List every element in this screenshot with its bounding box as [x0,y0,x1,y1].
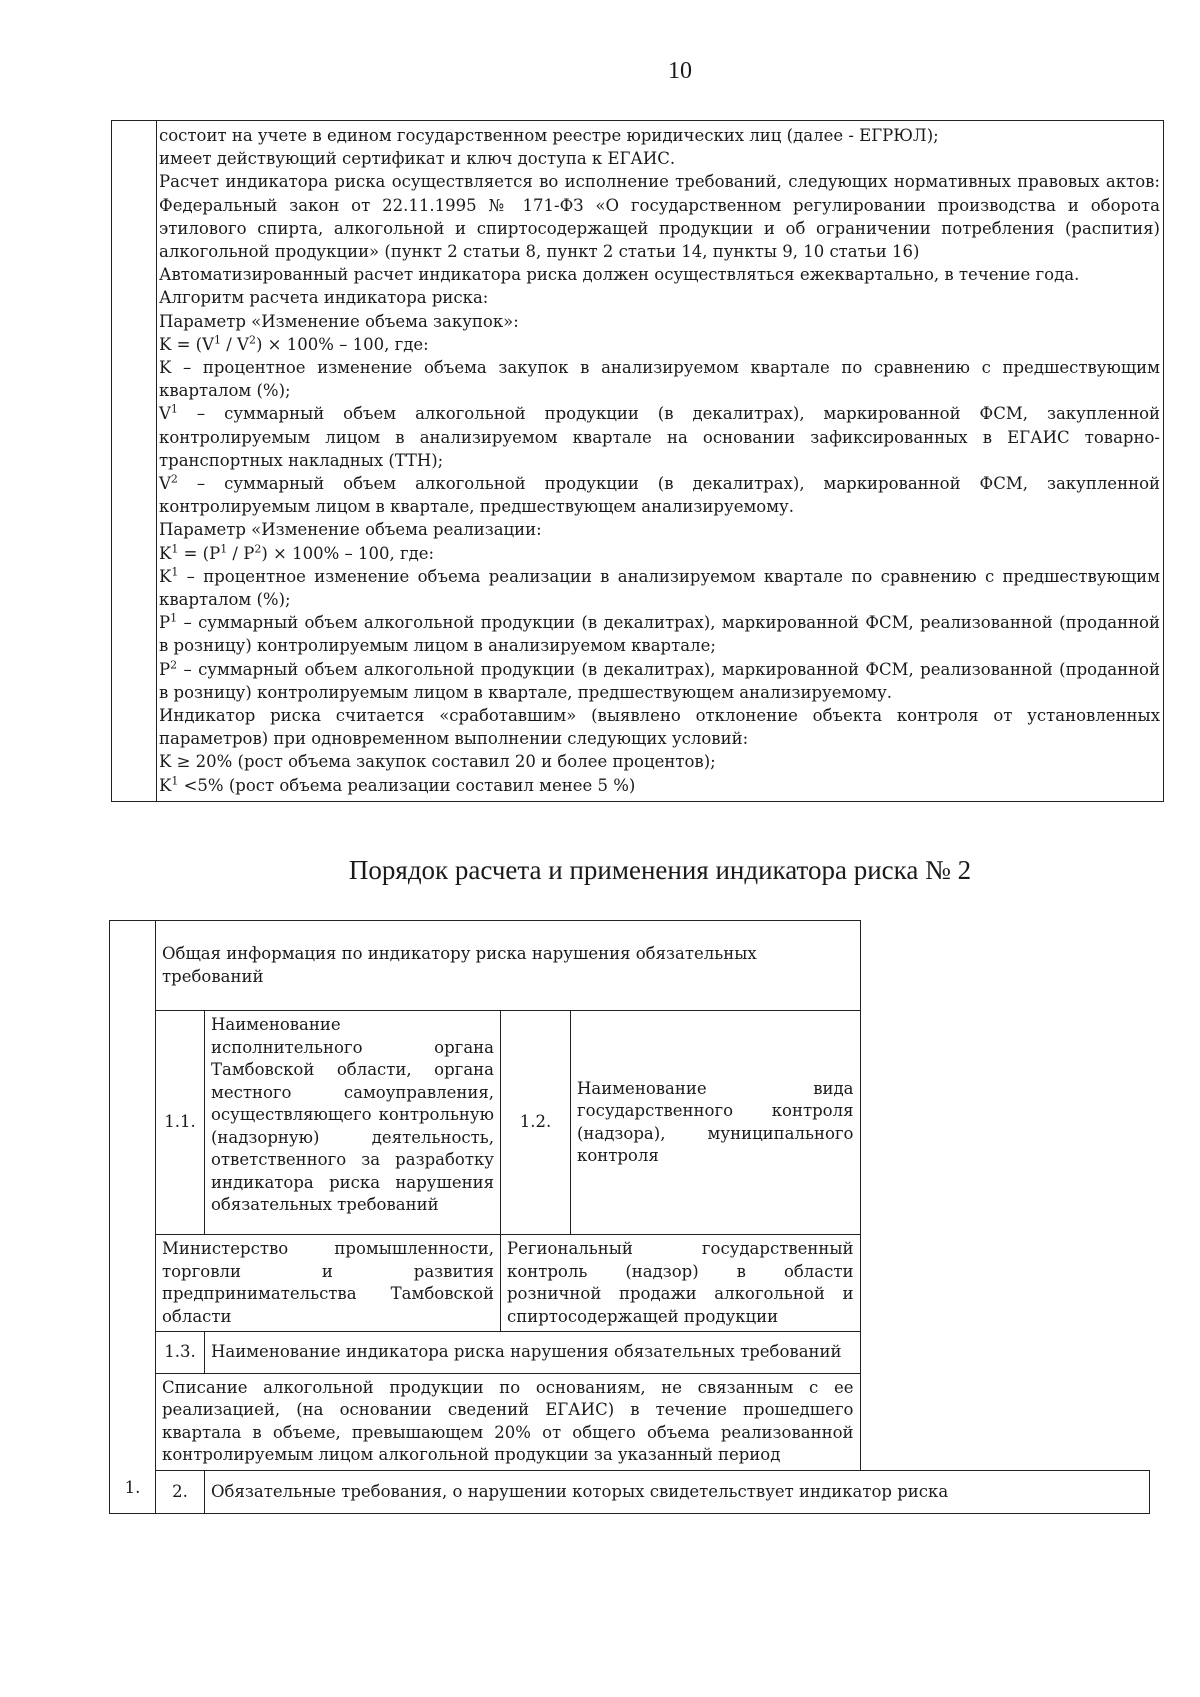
algorithm-line: Алгоритм расчета индикатора риска: [159,288,489,308]
automation-line: Автоматизированный расчет индикатора риска должен осуществляться ежеквартально, в течение года. [159,265,1080,285]
k1-definition: $K^1$ – процентное изменение объема реализации в анализируемом квартале по сравнению с предшествующим кварталом (%); [159,565,1160,610]
risk-indicator-table [109,920,1150,1514]
item-number-1-1: 1.1. [156,1011,205,1235]
row-number-2: 2. [156,1470,205,1514]
v1-definition: $V^1$ – суммарный объем алкогольной продукции (в декалитрах), маркированной ФСМ, закупленной контролируемым лицом в анализируемом квартале на основании зафиксированных в ЕГАИС товарно-транспортных накладных (ТТН); [159,402,1160,470]
mandatory-requirements: Обязательные требования, о нарушении которых свидетельствует индикатор риска [205,1470,1150,1514]
k-definition: K – процентное изменение объема закупок в анализируемом квартале по сравнению с предшествующим кварталом (%); [159,358,1160,401]
section-title: Порядок расчета и применения индикатора риска № 2 [348,855,972,885]
page-number: 10 [668,58,692,84]
control-type: Региональный государственный контроль (надзор) в области розничной продажи алкогольной и спиртосодержащей продукции [501,1235,861,1332]
p1-definition: $P^1$ – суммарный объем алкогольной продукции (в декалитрах), маркированной ФСМ, реализованной (проданной в розницу) контролируемым лицом в анализируемом квартале; [159,611,1160,656]
legal-basis: Расчет индикатора риска осуществляется во исполнение требований, следующих нормативных правовых актов: Федеральный закон от 22.11.1995 № 171-ФЗ «О государственном регулировании производства и оборота этилового спирта, алкогольной и спиртосодержащей продукции и об ограничении потребления (распития) алкогольной продукции» (пункт 2 статьи 8, пункт 2 статьи 14, пункты 9, 10 статьи 16) [159,172,1160,262]
item-1-1-text: Наименование исполнительного органа Тамбовской области, органа местного самоуправления, осуществляющего контрольную (надзорную) деятельность, ответственного за разработку индикатора риска нарушения обязательных требований [205,1011,501,1235]
general-info-heading: Общая информация по индикатору риска нарушения обязательных требований [156,921,861,1011]
item-number-1-2: 1.2. [501,1011,571,1235]
table-fragment-text [159,124,1160,797]
indicator-conditions: Индикатор риска считается «сработавшим» (выявлено отклонение объекта контроля от установленных параметров) при одновременном выполнении следующих условий: [159,706,1160,749]
row-number-1: 1. [110,921,156,1514]
condition-2: $K^1 <5\%$ (рост объема реализации составил менее 5 %) [159,774,636,795]
table-fragment [111,120,1164,802]
egrul-line: состоит на учете в едином государственном реестре юридических лиц (далее - ЕГРЮЛ); [159,126,939,145]
param2-line: Параметр «Изменение объема реализации: [159,520,542,540]
ministry-name: Министерство промышленности, торговли и развития предпринимательства Тамбовской области [156,1235,501,1332]
item-1-3-text: Наименование индикатора риска нарушения обязательных требований [205,1332,861,1374]
egais-line: имеет действующий сертификат и ключ доступа к ЕГАИС. [159,149,676,169]
formula1: $K = (V^1 / V^2) \times 100\% - 100$, где: [159,333,429,354]
condition-1: K ≥ 20% (рост объема закупок составил 20 и более процентов); [159,752,716,772]
formula2: $K^1 = (P^1 / P^2) \times 100\% - 100$, где: [159,542,435,563]
table-fragment-number-column [112,121,157,801]
param1-line: Параметр «Изменение объема закупок»: [159,311,519,331]
p2-definition: $P^2$ – суммарный объем алкогольной продукции (в декалитрах), маркированной ФСМ, реализованной (проданной в розницу) контролируемым лицом в квартале, предшествующем анализируемому. [159,658,1160,702]
indicator-name: Списание алкогольной продукции по основаниям, не связанным с ее реализацией, (на основании сведений ЕГАИС) в течение прошедшего квартала в объеме, превышающем 20% от общего объема реализованной контролируемым лицом алкогольной продукции за указанный период [156,1373,861,1470]
v2-definition: $V^2$ – суммарный объем алкогольной продукции (в декалитрах), маркированной ФСМ, закупленной контролируемым лицом в квартале, предшествующем анализируемому. [159,472,1160,517]
item-1-2-text: Наименование вида государственного контроля (надзора), муниципального контроля [571,1011,861,1235]
item-number-1-3: 1.3. [156,1332,205,1374]
